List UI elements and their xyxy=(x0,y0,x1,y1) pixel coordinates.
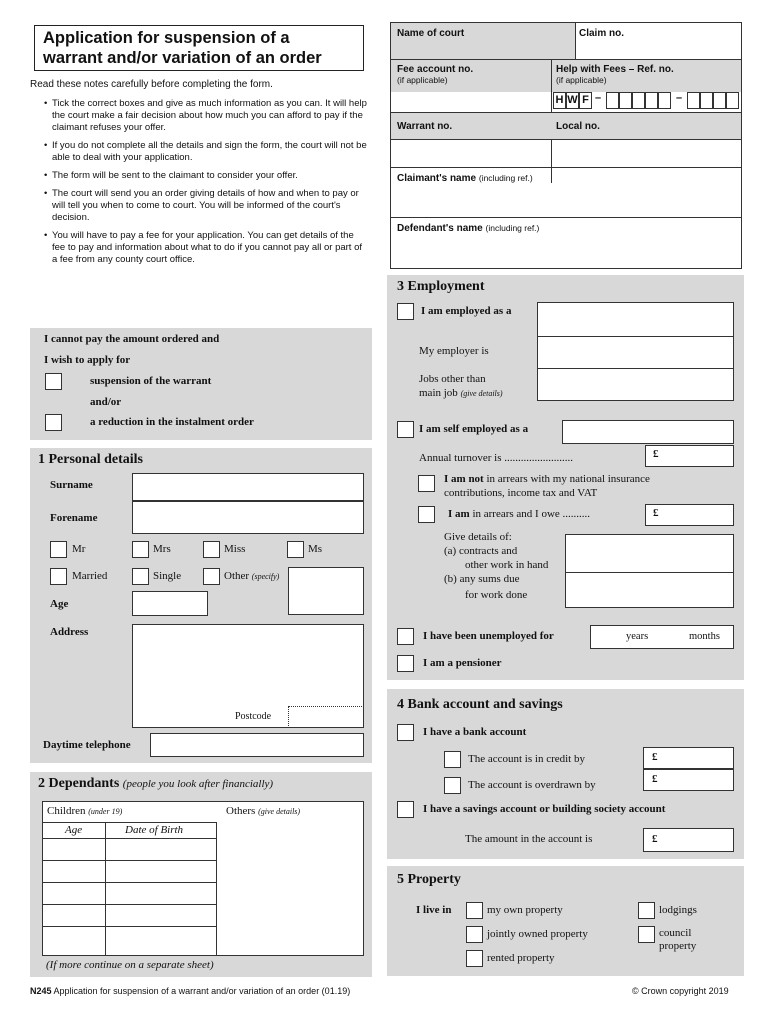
children-header-sub: (under 19) xyxy=(88,807,123,816)
notes-list xyxy=(42,98,368,272)
forename-label: Forename xyxy=(50,512,98,524)
not-arrears-label-2: contributions, income tax and VAT xyxy=(444,487,598,499)
age-label: Age xyxy=(50,598,69,610)
bank-section xyxy=(387,689,744,859)
council-label-1: council xyxy=(659,927,692,939)
council-property-checkbox[interactable] xyxy=(638,926,655,943)
dob-column-header: Date of Birth xyxy=(125,824,184,836)
joint-property-label: jointly owned property xyxy=(487,928,588,940)
title-mrs-label: Mrs xyxy=(153,543,171,555)
contracts-label-1: (a) contracts and xyxy=(444,545,518,557)
employer-label: My employer is xyxy=(419,345,489,357)
table-divider xyxy=(43,822,216,823)
andor-label: and/or xyxy=(90,396,122,408)
table-row xyxy=(43,904,216,905)
claimant-label xyxy=(397,173,533,184)
pensioner-label: I am a pensioner xyxy=(423,657,502,669)
rented-property-label: rented property xyxy=(487,952,555,964)
contracts-input[interactable] xyxy=(566,535,733,571)
savings-label: I have a savings account or building society account xyxy=(423,803,666,815)
employer-input[interactable] xyxy=(538,337,733,367)
address-label: Address xyxy=(50,626,89,638)
forename-input[interactable] xyxy=(132,501,364,534)
suspension-label: suspension of the warrant xyxy=(90,375,212,387)
hwf-digit-input[interactable] xyxy=(713,92,726,109)
jobs-other-input[interactable] xyxy=(538,369,733,400)
property-section xyxy=(387,866,744,976)
dependants-title-text: 2 Dependants xyxy=(38,776,120,791)
bank-account-checkbox[interactable] xyxy=(397,724,414,741)
children-header xyxy=(47,805,122,817)
fee-account-label xyxy=(397,64,473,85)
hwf-digit-input[interactable] xyxy=(687,92,700,109)
personal-details-title: 1 Personal details xyxy=(38,452,143,467)
self-employed-input[interactable] xyxy=(562,420,734,444)
form-footer xyxy=(30,986,350,996)
other-label xyxy=(224,570,279,582)
note-item: • Tick the correct boxes and give as much information as you can. It will help the court make a fair decision about how much you can afford to pay if the claimant refuses your offer. xyxy=(42,98,368,134)
note-item: • If you do not complete all the details and sign the form, the court will not be able to deal with your application. xyxy=(42,140,368,164)
employment-title: 3 Employment xyxy=(397,279,485,294)
postcode-label: Postcode xyxy=(235,711,272,722)
hwf-letter-w: W xyxy=(566,92,579,109)
dependants-title-sub: (people you look after financially) xyxy=(122,778,274,790)
local-no-input[interactable] xyxy=(552,140,741,182)
hwf-letter-h: H xyxy=(553,92,566,109)
title-mr-checkbox[interactable] xyxy=(50,541,67,558)
months-label: months xyxy=(689,631,720,642)
lodgings-label: lodgings xyxy=(659,904,697,916)
hwf-label xyxy=(556,64,674,85)
dependants-table xyxy=(42,801,364,956)
credit-pound: £ xyxy=(652,751,658,763)
others-header-sub: (give details) xyxy=(258,807,301,816)
apply-line1: I cannot pay the amount ordered and xyxy=(44,333,220,345)
not-arrears-bold: I am not xyxy=(444,473,484,485)
intro-text: Read these notes carefully before completing the form. xyxy=(30,79,273,90)
other-label-sub: (specify) xyxy=(251,572,280,581)
turnover-label: Annual turnover is ......................... xyxy=(419,452,573,464)
title-ms-checkbox[interactable] xyxy=(287,541,304,558)
form-title-line2: warrant and/or variation of an order xyxy=(43,49,322,67)
arrears-pound: £ xyxy=(653,507,659,519)
other-specify-input[interactable] xyxy=(288,567,364,615)
surname-label: Surname xyxy=(50,479,93,491)
hwf-digit-input[interactable] xyxy=(645,92,658,109)
joint-property-checkbox[interactable] xyxy=(466,926,483,943)
note-item: • You will have to pay a fee for your application. You can get details of the fee to pay and information about what to do if you cannot pay all or part of a fee from any county court office. xyxy=(42,230,368,266)
defendant-sub: (including ref.) xyxy=(485,223,540,233)
others-header xyxy=(226,805,300,817)
warrant-no-label: Warrant no. xyxy=(397,121,453,132)
own-property-checkbox[interactable] xyxy=(466,902,483,919)
table-divider xyxy=(105,822,106,956)
in-arrears-label xyxy=(448,508,590,520)
in-arrears-checkbox[interactable] xyxy=(418,506,435,523)
header-divider xyxy=(575,23,576,59)
property-title: 5 Property xyxy=(397,872,461,887)
turnover-pound: £ xyxy=(653,448,659,460)
employment-section xyxy=(387,275,744,680)
apply-section xyxy=(30,328,372,440)
claim-no-label: Claim no. xyxy=(579,28,625,39)
form-title-box xyxy=(34,25,364,71)
claimant-sub: (including ref.) xyxy=(478,173,533,183)
table-row xyxy=(43,838,216,839)
header-divider xyxy=(391,167,741,168)
sums-due-label-1: (b) any sums due xyxy=(444,573,520,585)
table-row xyxy=(43,860,216,861)
daytime-phone-input[interactable] xyxy=(150,733,364,757)
live-in-label: I live in xyxy=(416,904,452,916)
sums-due-input[interactable] xyxy=(566,573,733,607)
jobs-other-sub: (give details) xyxy=(460,389,503,398)
self-employed-label: I am self employed as a xyxy=(419,423,529,435)
local-no-label: Local no. xyxy=(556,121,600,132)
not-arrears-label xyxy=(444,473,650,485)
table-row xyxy=(43,926,216,927)
dependants-title xyxy=(38,776,273,792)
dependants-section xyxy=(30,772,372,977)
surname-input[interactable] xyxy=(132,473,364,501)
hwf-text: Help with Fees – Ref. no. xyxy=(556,64,674,75)
reduction-label: a reduction in the instalment order xyxy=(90,416,254,428)
defendant-text: Defendant's name xyxy=(397,223,483,234)
savings-pound: £ xyxy=(652,833,658,845)
other-label-text: Other xyxy=(224,570,250,582)
copyright: © Crown copyright 2019 xyxy=(632,986,729,996)
in-arrears-bold: I am xyxy=(448,508,470,520)
jobs-other-label-2 xyxy=(419,387,503,399)
apply-line2: I wish to apply for xyxy=(44,354,131,366)
single-label: Single xyxy=(153,570,182,582)
own-property-label: my own property xyxy=(487,904,563,916)
daytime-phone-label: Daytime telephone xyxy=(43,739,131,751)
age-column-header: Age xyxy=(65,824,83,836)
title-miss-label: Miss xyxy=(224,543,246,555)
claimant-text: Claimant's name xyxy=(397,173,477,184)
header-divider xyxy=(391,217,741,218)
hwf-digit-input[interactable] xyxy=(700,92,713,109)
bank-account-label: I have a bank account xyxy=(423,726,527,738)
others-header-text: Others xyxy=(226,805,256,817)
council-label-2: property xyxy=(659,940,697,952)
fee-account-sub: (if applicable) xyxy=(397,75,448,85)
title-miss-checkbox[interactable] xyxy=(203,541,220,558)
age-input[interactable] xyxy=(132,591,208,616)
hwf-letter-f: F xyxy=(579,92,592,109)
hwf-digit-input[interactable] xyxy=(606,92,619,109)
married-label: Married xyxy=(72,570,108,582)
employed-as-input[interactable] xyxy=(538,303,733,335)
savings-checkbox[interactable] xyxy=(397,801,414,818)
employed-label: I am employed as a xyxy=(421,305,512,317)
form-title-line1: Application for suspension of a xyxy=(43,29,290,47)
defendant-label xyxy=(397,223,539,234)
dependants-footer: (If more continue on a separate sheet) xyxy=(46,959,214,971)
not-arrears-rest: in arrears with my national insurance xyxy=(486,473,650,485)
rented-property-checkbox[interactable] xyxy=(466,950,483,967)
not-arrears-checkbox[interactable] xyxy=(418,475,435,492)
table-row xyxy=(43,882,216,883)
title-mrs-checkbox[interactable] xyxy=(132,541,149,558)
hwf-dash-2: – xyxy=(676,92,683,104)
unemployed-checkbox[interactable] xyxy=(397,628,414,645)
hwf-dash-1: – xyxy=(595,92,602,104)
form-footer-text: Application for suspension of a warrant and/or variation of an order (01.19) xyxy=(53,986,351,996)
overdrawn-pound: £ xyxy=(652,773,658,785)
other-checkbox[interactable] xyxy=(203,568,220,585)
note-item: • The form will be sent to the claimant to consider your offer. xyxy=(42,170,368,182)
overdrawn-checkbox[interactable] xyxy=(444,777,461,794)
jobs-other-text: main job xyxy=(419,387,458,399)
personal-details-section xyxy=(30,448,372,763)
jobs-other-label-1: Jobs other than xyxy=(419,373,486,385)
title-ms-label: Ms xyxy=(308,543,323,555)
unemployed-label: I have been unemployed for xyxy=(423,630,554,642)
hwf-digit-input[interactable] xyxy=(726,92,739,109)
contracts-label-2: other work in hand xyxy=(465,559,549,571)
hwf-digit-input[interactable] xyxy=(619,92,632,109)
court-name-label: Name of court xyxy=(397,28,465,39)
suspension-checkbox[interactable] xyxy=(45,373,62,390)
case-header-box xyxy=(390,22,742,269)
lodgings-checkbox[interactable] xyxy=(638,902,655,919)
pensioner-checkbox[interactable] xyxy=(397,655,414,672)
others-details-input[interactable] xyxy=(217,823,363,955)
credit-checkbox[interactable] xyxy=(444,751,461,768)
bank-title: 4 Bank account and savings xyxy=(397,697,563,712)
postcode-input[interactable] xyxy=(288,706,364,728)
employed-checkbox[interactable] xyxy=(397,303,414,320)
self-employed-checkbox[interactable] xyxy=(397,421,414,438)
years-label: years xyxy=(626,631,649,642)
sums-due-label-2: for work done xyxy=(465,589,528,601)
children-header-text: Children xyxy=(47,805,86,817)
in-arrears-rest: in arrears and I owe .......... xyxy=(472,508,591,520)
note-item: • The court will send you an order giving details of how and when to pay or will tell you when to come to court. You will be informed of the court's decision. xyxy=(42,188,368,224)
hwf-digit-input[interactable] xyxy=(658,92,671,109)
form-code: N245 xyxy=(30,986,52,996)
single-checkbox[interactable] xyxy=(132,568,149,585)
fee-account-text: Fee account no. xyxy=(397,64,474,75)
credit-label: The account is in credit by xyxy=(468,753,585,765)
hwf-sub: (if applicable) xyxy=(556,75,607,85)
title-mr-label: Mr xyxy=(72,543,86,555)
married-checkbox[interactable] xyxy=(50,568,67,585)
fee-account-input[interactable] xyxy=(391,92,551,112)
hwf-digit-input[interactable] xyxy=(632,92,645,109)
savings-amount-label: The amount in the account is xyxy=(465,833,593,845)
reduction-checkbox[interactable] xyxy=(45,414,62,431)
overdrawn-label: The account is overdrawn by xyxy=(468,779,596,791)
give-details-label: Give details of: xyxy=(444,531,512,543)
